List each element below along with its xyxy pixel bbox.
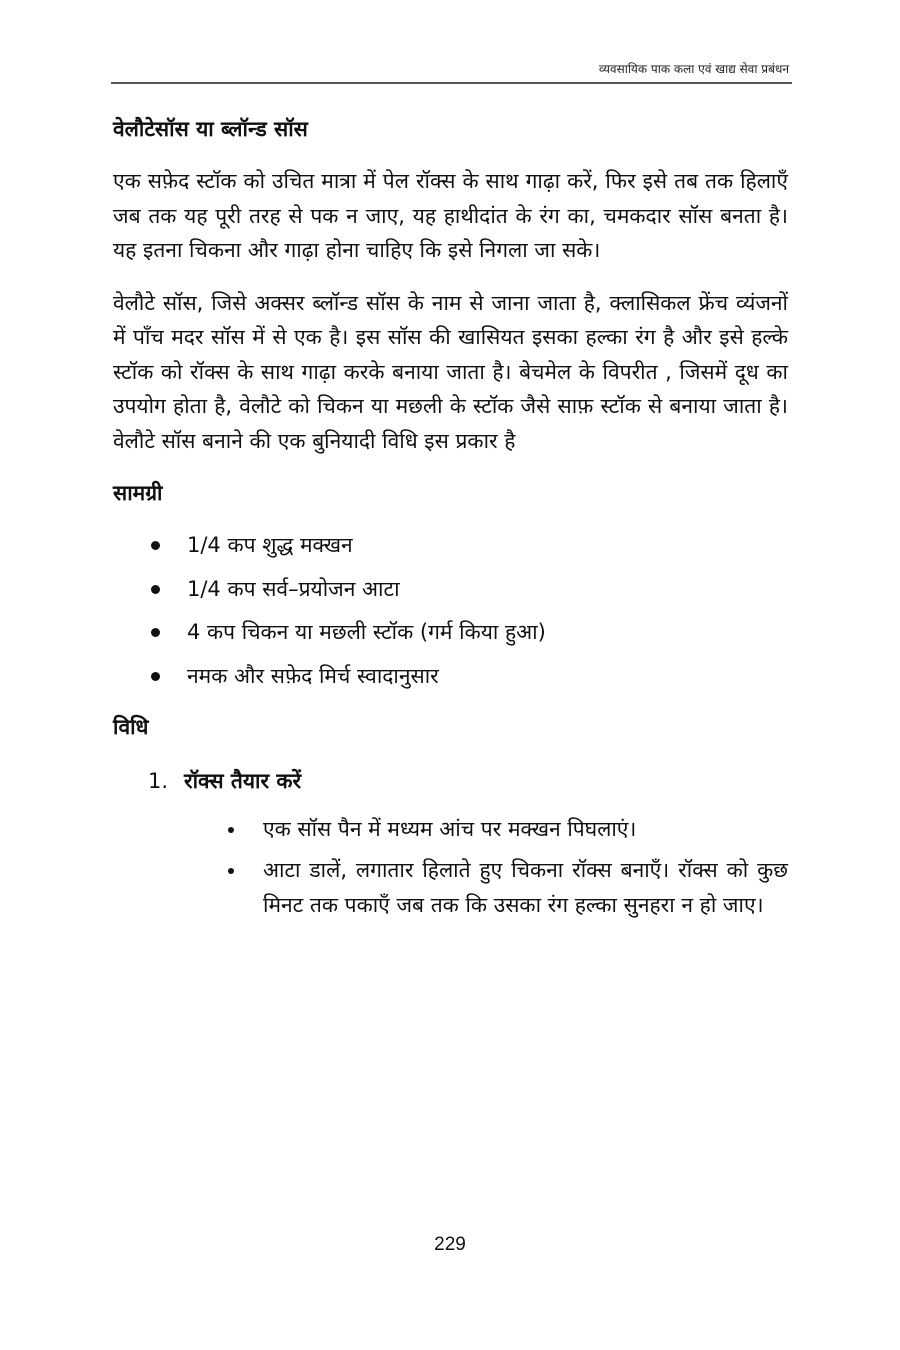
list-item: [151, 568, 788, 612]
ingredient-text: 1/4 कप शुद्ध मक्खन: [187, 533, 353, 557]
point-text: आटा डालें, लगातार हिलाते हुए चिकना रॉक्स बनाएँ। रॉक्स को कुछ मिनट तक पकाएँ जब तक कि उसका रंग हल्का सुनहरा न हो जाए।: [263, 858, 788, 917]
paragraph-1: एक सफ़ेद स्टॉक को उचित मात्रा में पेल रॉक्स के साथ गाढ़ा करें, फिर इसे तब तक हिलाएँ जब तक यह पूरी तरह से पक न जाए, यह हाथीदांत के रंग का, चमकदार सॉस बनता है। यह इतना चिकना और गाढ़ा होना चाहिए कि इसे निगला जा सके।: [113, 169, 788, 262]
step-title: रॉक्स तैयार करें: [184, 769, 302, 793]
bullet-icon: [151, 585, 160, 594]
page-number: 229: [434, 1234, 466, 1255]
bullet-icon: [151, 628, 160, 637]
method-heading: विधि: [113, 715, 149, 739]
paragraph-2: वेलौटे सॉस, जिसे अक्सर ब्लॉन्ड सॉस के नाम से जाना जाता है, क्लासिकल फ्रेंच व्यंजनों में पाँच मदर सॉस में से एक है। इस सॉस की खासियत इसका हल्का रंग है और इसे हल्के स्टॉक को रॉक्स के साथ गाढ़ा करके बनाया जाता है। बेचमेल के विपरीत , जिसमें दूध का उपयोग होता है, वेलौटे को चिकन या मछली के स्टॉक जैसे साफ़ स्टॉक से बनाया जाता है। वेलौटे सॉस बनाने की एक बुनियादी विधि इस प्रकार है: [113, 290, 788, 453]
list-item: [225, 812, 788, 847]
step-1-heading: [148, 764, 788, 798]
point-text: एक सॉस पैन में मध्यम आंच पर मक्खन पिघलाएं।: [263, 817, 637, 841]
ingredient-text: 1/4 कप सर्व–प्रयोजन आटा: [187, 576, 400, 601]
list-item: [151, 524, 788, 568]
section-title: वेलौटेसॉस या ब्लॉन्ड सॉस: [113, 117, 308, 141]
running-header: व्यवसायिक पाक कला एवं खाद्य सेवा प्रबंधन: [598, 62, 789, 76]
bullet-icon: [228, 868, 234, 874]
bullet-icon: [228, 827, 234, 833]
ingredient-text: 4 कप चिकन या मछली स्टॉक (गर्म किया हुआ): [187, 620, 546, 644]
step-number: 1.: [148, 769, 169, 793]
page-content: [113, 112, 788, 929]
ingredients-heading: सामग्री: [113, 481, 163, 505]
list-item: [151, 611, 788, 655]
header-rule: [111, 82, 792, 84]
list-item: [151, 655, 788, 699]
bullet-icon: [151, 541, 160, 550]
step-1-points: [113, 812, 788, 923]
bullet-icon: [151, 672, 160, 681]
list-item: [225, 853, 788, 923]
ingredients-list: [113, 524, 788, 698]
ingredient-text: नमक और सफ़ेद मिर्च स्वादानुसार: [187, 663, 439, 688]
